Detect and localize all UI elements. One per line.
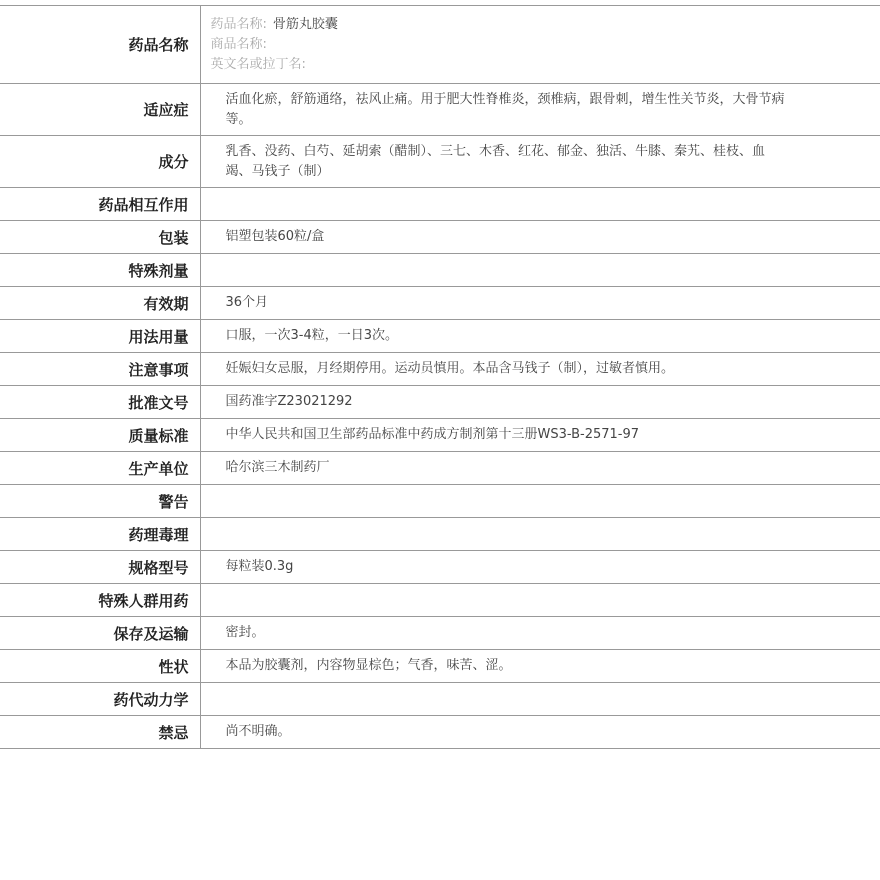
row-manufacturer [0,452,880,485]
row-label: 药品名称 [0,6,200,84]
row-label: 质量标准 [0,419,200,452]
row-label: 注意事项 [0,353,200,386]
row-precautions [0,353,880,386]
trade-name-line [211,35,791,55]
row-special-populations [0,584,880,617]
row-label: 禁忌 [0,716,200,749]
row-value: 活血化瘀，舒筋通络，祛风止痛。用于肥大性脊椎炎，颈椎病，跟骨刺，增生性关节炎，大骨节病等。 [200,84,880,136]
row-label: 生产单位 [0,452,200,485]
row-value: 36个月 [200,287,880,320]
row-value [200,254,880,287]
row-value [200,584,880,617]
row-label: 包装 [0,221,200,254]
row-label: 保存及运输 [0,617,200,650]
drug-name-value: 骨筋丸胶囊 [272,16,338,32]
row-value: 本品为胶囊剂，内容物显棕色；气香，味苦、涩。 [200,650,880,683]
row-storage [0,617,880,650]
row-value: 每粒装0.3g [200,551,880,584]
row-label: 特殊剂量 [0,254,200,287]
row-shelf-life [0,287,880,320]
row-value: 哈尔滨三木制药厂 [200,452,880,485]
row-approval-number [0,386,880,419]
drug-name-label: 药品名称: [210,16,267,32]
row-label: 药理毒理 [0,518,200,551]
row-value: 乳香、没药、白芍、延胡索（醋制）、三七、木香、红花、郁金、独活、牛膝、秦艽、桂枝、血竭、马钱子（制） [200,136,880,188]
row-quality-standard [0,419,880,452]
drug-name-line [211,15,791,35]
row-ingredients [0,136,880,188]
row-label: 规格型号 [0,551,200,584]
row-value: 国药准字Z23021292 [200,386,880,419]
row-value [200,485,880,518]
row-description [0,650,880,683]
row-packaging [0,221,880,254]
row-label: 性状 [0,650,200,683]
row-value [200,518,880,551]
row-drug-name [0,6,880,84]
row-value [200,683,880,716]
row-label: 适应症 [0,84,200,136]
row-special-dosage [0,254,880,287]
drug-info-table [0,5,880,749]
row-value: 妊娠妇女忌服，月经期停用。运动员慎用。本品含马钱子（制），过敏者慎用。 [200,353,880,386]
row-label: 警告 [0,485,200,518]
row-contraindications [0,716,880,749]
drug-name-block [200,6,880,84]
row-pharmacokinetics [0,683,880,716]
row-value: 铝塑包装60粒/盒 [200,221,880,254]
row-value: 口服，一次3-4粒，一日3次。 [200,320,880,353]
row-value [200,188,880,221]
row-indications [0,84,880,136]
row-value: 中华人民共和国卫生部药品标准中药成方制剂第十三册WS3-B-2571-97 [200,419,880,452]
row-label: 药品相互作用 [0,188,200,221]
row-label: 药代动力学 [0,683,200,716]
english-name-line [211,55,791,75]
row-label: 用法用量 [0,320,200,353]
row-value: 尚不明确。 [200,716,880,749]
row-label: 批准文号 [0,386,200,419]
row-label: 成分 [0,136,200,188]
row-interactions [0,188,880,221]
row-label: 特殊人群用药 [0,584,200,617]
row-label: 有效期 [0,287,200,320]
row-specification [0,551,880,584]
trade-name-label: 商品名称: [210,36,267,52]
row-usage-dosage [0,320,880,353]
english-name-label: 英文名或拉丁名: [210,56,306,72]
row-warning [0,485,880,518]
row-pharmacology [0,518,880,551]
row-value: 密封。 [200,617,880,650]
